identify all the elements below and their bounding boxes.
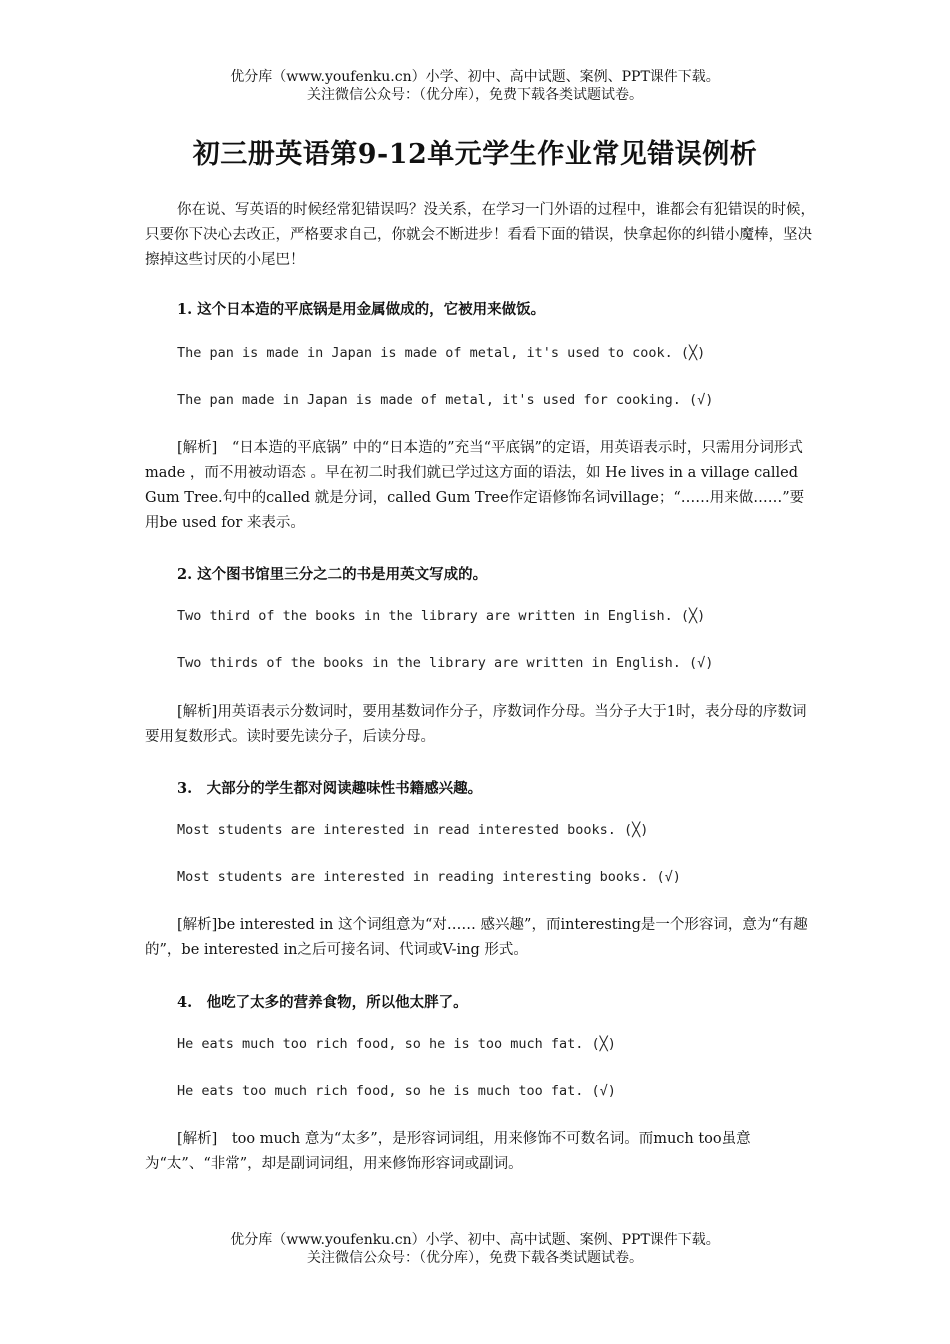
item-1-explanation: [解析] “日本造的平底锅” 中的“日本造的”充当“平底锅”的定语，用英语表示时，只需用分词形式made ，而不用被动语态 。早在初二时我们就已学过这方面的语法，如 He lives in a village called Gum Tree.句中的called 就是分词，called Gum Tree作定语修饰名词village；“……用来做……”要用be used for 来表示。 [145, 440, 805, 531]
item-4-wrong-sentence: He eats much too rich food, so he is too much fat. (╳) [177, 1036, 616, 1052]
item-1-wrong-sentence: The pan is made in Japan is made of metal, it's used to cook. (╳) [177, 345, 706, 361]
item-2-explanation: [解析]用英语表示分数词时，要用基数词作分子，序数词作分母。当分子大于1时，表分母的序数词要用复数形式。读时要先读分子，后读分母。 [145, 704, 807, 745]
item-4-correct-sentence: He eats too much rich food, so he is much too fat. (√) [177, 1083, 616, 1099]
page-footer [0, 1231, 950, 1267]
footer-line-2: 关注微信公众号：（优分库），免费下载各类试题试卷。 [307, 1250, 643, 1266]
item-2-question: 2. 这个图书馆里三分之二的书是用英文写成的。 [177, 566, 488, 583]
footer-line-1: 优分库（www.youfenku.cn）小学、初中、高中试题、案例、PPT课件下载。 [230, 1232, 720, 1248]
intro-paragraph: 你在说、写英语的时候经常犯错误吗？没关系，在学习一门外语的过程中，谁都会有犯错误的时候，只要你下决心去改正，严格要求自己，你就会不断进步！看看下面的错误，快拿起你的纠错小魔棒，坚决擦掉这些讨厌的小尾巴！ [145, 202, 815, 268]
item-3-explanation: [解析]be interested in 这个词组意为“对…… 感兴趣”，而interesting是一个形容词，意为“有趣的”，be interested in之后可接名词、代词或V-ing 形式。 [145, 917, 808, 958]
item-4-explanation: [解析] too much 意为“太多”，是形容词词组，用来修饰不可数名词。而much too虽意为“太”、“非常”，却是副词词组，用来修饰形容词或副词。 [145, 1131, 751, 1172]
header-line-1: 优分库（www.youfenku.cn）小学、初中、高中试题、案例、PPT课件下载。 [230, 69, 720, 85]
item-3-correct-sentence: Most students are interested in reading interesting books. (√) [177, 869, 681, 885]
item-1-question: 1. 这个日本造的平底锅是用金属做成的，它被用来做饭。 [177, 301, 546, 318]
page-header [0, 68, 950, 104]
item-3-wrong-sentence: Most students are interested in read interested books. (╳) [177, 822, 649, 838]
document-title: 初三册英语第9-12单元学生作业常见错误例析 [192, 139, 758, 170]
item-1-correct-sentence: The pan made in Japan is made of metal, it's used for cooking. (√) [177, 392, 714, 408]
item-3-question: 3. 大部分的学生都对阅读趣味性书籍感兴趣。 [177, 780, 483, 797]
item-2-correct-sentence: Two thirds of the books in the library are written in English. (√) [177, 655, 714, 671]
item-4-question: 4. 他吃了太多的营养食物，所以他太胖了。 [177, 994, 468, 1011]
item-2-wrong-sentence: Two third of the books in the library are written in English. (╳) [177, 608, 706, 624]
header-line-2: 关注微信公众号：（优分库），免费下载各类试题试卷。 [307, 87, 643, 103]
